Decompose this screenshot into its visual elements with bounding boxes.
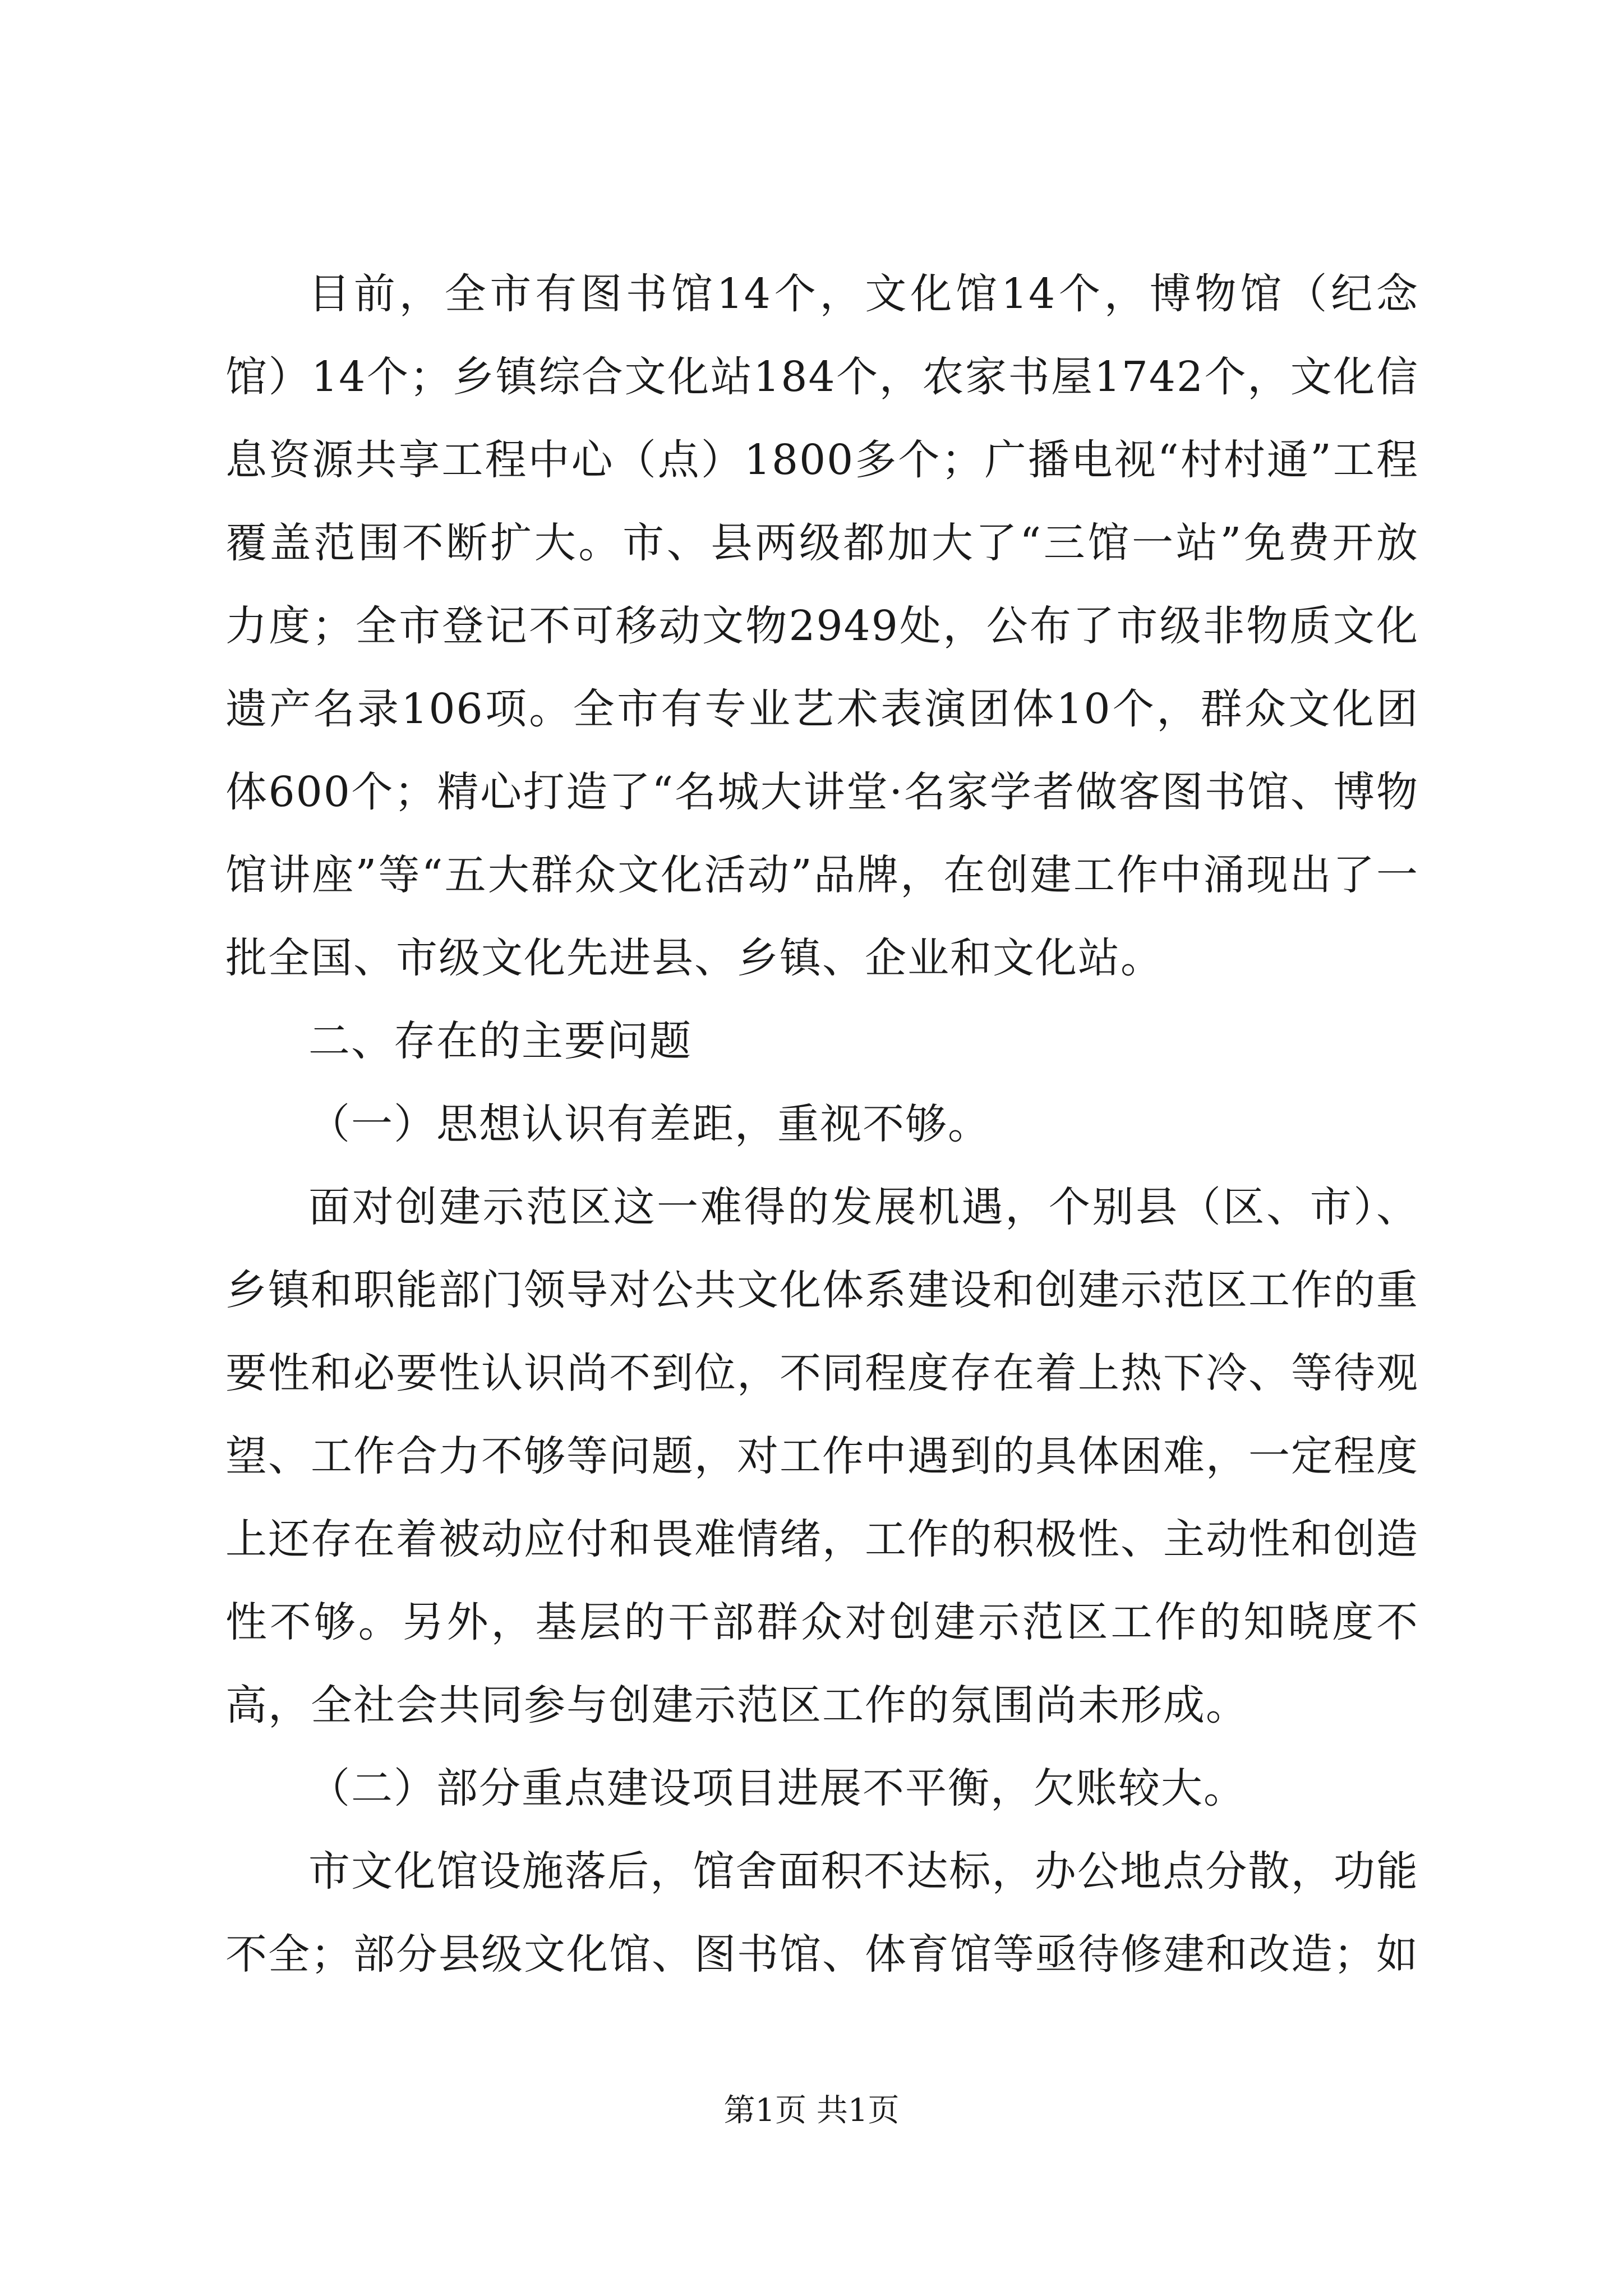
body-paragraph-3: 市文化馆设施落后，馆舍面积不达标，办公地点分散，功能不全；部分县级文化馆、图书馆、体育馆等亟待修建和改造；如 <box>225 1847 1419 1978</box>
page-footer: 第1页 共1页 <box>723 2092 900 2129</box>
section-heading: 二、存在的主要问题 <box>308 1017 692 1065</box>
body-paragraph-2: 面对创建示范区这一难得的发展机遇，个别县（区、市）、乡镇和职能部门领导对公共文化体系建设和创建示范区工作的重要性和必要性认识尚不到位，不同程度存在着上热下冷、等待观望、工作合力不够等问题，对工作中遇到的具体困难，一定程度上还存在着被动应付和畏难情绪，工作的积极性、主动性和创造性不够。另外，基层的干部群众对创建示范区工作的知晓度不高，全社会共同参与创建示范区工作的氛围尚未形成。 <box>225 1183 1419 1729</box>
document-body <box>225 252 1419 1996</box>
subsection-heading-1: （一）思想认识有差距，重视不够。 <box>308 1100 990 1148</box>
subsection-heading-2: （二）部分重点建设项目进展不平衡，欠账较大。 <box>308 1764 1246 1812</box>
body-paragraph-1: 目前，全市有图书馆14个，文化馆14个，博物馆（纪念馆）14个；乡镇综合文化站184个，农家书屋1742个，文化信息资源共享工程中心（点）1800多个；广播电视“村村通”工程覆盖范围不断扩大。市、县两级都加大了“三馆一站”免费开放力度；全市登记不可移动文物2949处，公布了市级非物质文化遗产名录106项。全市有专业艺术表演团体10个，群众文化团体600个；精心打造了“名城大讲堂·名家学者做客图书馆、博物馆讲座”等“五大群众文化活动”品牌，在创建工作中涌现出了一批全国、市级文化先进县、乡镇、企业和文化站。 <box>225 270 1419 982</box>
